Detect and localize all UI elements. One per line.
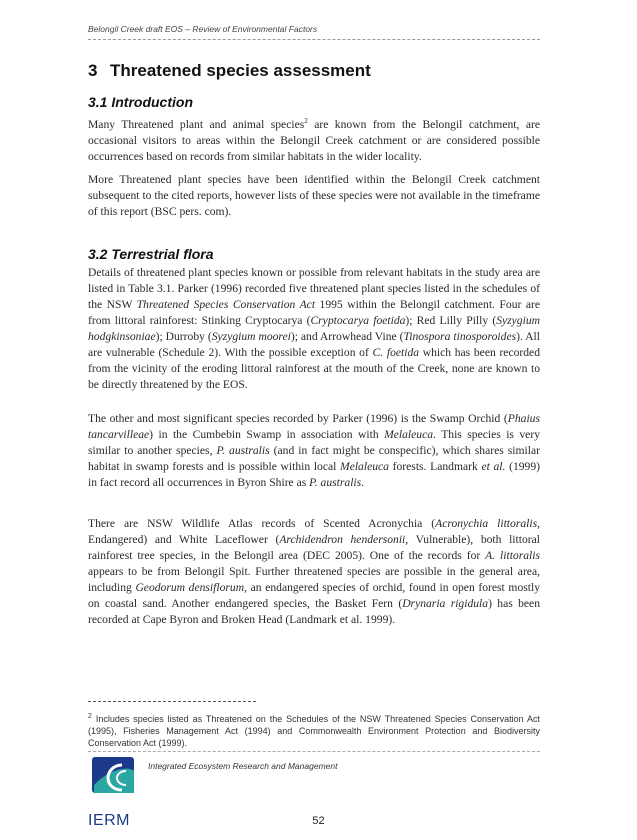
paragraph-text: ) in the Cumbebin Swamp in association with xyxy=(149,428,385,441)
ierm-logo-icon xyxy=(88,757,140,819)
paragraph-text: ); and Arrowhead Vine ( xyxy=(290,330,404,343)
species-name-italic: P. australis xyxy=(309,476,362,489)
paragraph-text: . xyxy=(361,476,365,489)
section-number: 3 xyxy=(88,61,98,80)
paragraph-text: ). All are vulnerable (Schedule 2). With the possible exception of xyxy=(88,330,540,359)
paragraph-text: . This species is very similar to another species, xyxy=(88,428,540,457)
species-name-italic: et al. xyxy=(481,460,506,473)
running-header: Belongil Creek draft EOS – Review of Environmental Factors xyxy=(88,24,318,34)
paragraph-text: which has been recorded from the vicinity of the eroding littoral rainforest at the mouth of the Creek, none are known to be directly threatened by the EOS. xyxy=(88,346,540,391)
page-number: 52 xyxy=(312,815,325,827)
species-name-italic: Archidendron hendersonii xyxy=(279,533,406,546)
paragraph-text: (and in fact might be conspecific), which shares similar habitat in swamp forests and is possible within local xyxy=(88,444,540,473)
species-name-italic: Acronychia littoralis xyxy=(435,517,538,530)
species-name-italic: Melaleuca xyxy=(340,460,389,473)
paragraph-text: , Endangered) and White Laceflower ( xyxy=(88,517,540,546)
footer-divider xyxy=(88,751,540,752)
paragraph-text: ); Red Lilly Pilly ( xyxy=(405,314,497,327)
footnote-text: Includes species listed as Threatened on the Schedules of the NSW Threatened Species Conservation Act (1995), Fisheries Management Act (1994) and Commonwealth Environment Protection and Biodiversity Conservation Act (1999). xyxy=(88,714,540,748)
species-name-italic: C. foetida xyxy=(372,346,420,359)
section-title xyxy=(88,61,371,81)
subsection-heading-terrestrial-flora: 3.2 Terrestrial flora xyxy=(88,246,214,262)
footnote xyxy=(88,711,540,749)
paragraph-text: 1995 within the Belongil catchment. Four are from littoral rainforest: Stinking Cryptocarya ( xyxy=(88,298,540,327)
species-name-italic: Tinospora tinosporoides xyxy=(403,330,517,343)
species-name-italic: Cryptocarya foetida xyxy=(310,314,406,327)
paragraph-text: ); Durroby ( xyxy=(155,330,212,343)
footer-organisation: Integrated Ecosystem Research and Management xyxy=(148,761,338,771)
paragraph-text: , Vulnerable), both littoral rainforest tree species, in the Belongil area (DEC 2005). One of the records for xyxy=(88,533,540,562)
paragraph-text: ) has been recorded at Cape Byron and Broken Head (Landmark et al. 1999). xyxy=(88,597,541,626)
intro-paragraph-1 xyxy=(88,113,540,165)
flora-paragraph-1 xyxy=(88,265,540,393)
species-name-italic: Geodorum densiflorum xyxy=(135,581,245,594)
species-name-italic: P. australis xyxy=(216,444,270,457)
intro-paragraph-2: More Threatened plant species have been identified within the Belongil Creek catchment subsequent to the cited reports, however lists of these species were not available in the timeframe of this report (BSC pers. com). xyxy=(88,173,540,218)
paragraph-text: There are NSW Wildlife Atlas records of Scented Acronychia ( xyxy=(88,517,436,530)
species-name-italic: A. littoralis xyxy=(485,549,540,562)
species-name-italic: Phaius tancarvilleae xyxy=(88,412,540,441)
species-name-italic: Threatened Species Conservation Act xyxy=(136,298,316,311)
header-divider xyxy=(88,39,540,40)
flora-paragraph-2 xyxy=(88,411,540,491)
species-name-italic: Drynaria rigidula xyxy=(402,597,489,610)
paragraph-text: The other and most significant species recorded by Parker (1996) is the Swamp Orchid ( xyxy=(88,412,508,425)
flora-paragraph-3 xyxy=(88,516,540,628)
paragraph-text: Details of threatened plant species known or possible from relevant habitats in the study area are listed in Table 3.1. Parker (1996) recorded five threatened plant species listed in the schedules of the NSW xyxy=(88,266,540,311)
subsection-heading-introduction: 3.1 Introduction xyxy=(88,94,193,110)
intro-p1-text-b: are known from the Belongil catchment, are occasional visitors to areas within the Belongil Creek catchment or are considered possible occurrences based on records from similar habitats in the wider locality. xyxy=(88,117,540,163)
footnote-reference: 2 xyxy=(304,117,308,125)
paragraph-text: appears to be from Belongil Spit. Further threatened species are possible in the general area, including xyxy=(88,565,540,594)
paragraph-text: forests. Landmark xyxy=(388,460,482,473)
species-name-italic: Melaleuca xyxy=(384,428,434,441)
species-name-italic: Syzygium moorei xyxy=(211,330,291,343)
intro-p1-text-a: Many Threatened plant and animal species xyxy=(88,117,305,131)
logo-wordmark: IERM xyxy=(88,812,130,829)
section-title-text: Threatened species assessment xyxy=(110,61,371,80)
footnote-mark: 2 xyxy=(88,713,92,720)
paragraph-text: (1999) in fact record all occurrences in Byron Shire as xyxy=(88,460,541,489)
footnote-divider xyxy=(88,701,256,702)
species-name-italic: Syzygium hodgkinsoniae xyxy=(88,314,540,343)
paragraph-text: , an endangered species of orchid, found in open forest mostly on coastal sand. Another endangered species, the Basket Fern ( xyxy=(88,581,540,610)
